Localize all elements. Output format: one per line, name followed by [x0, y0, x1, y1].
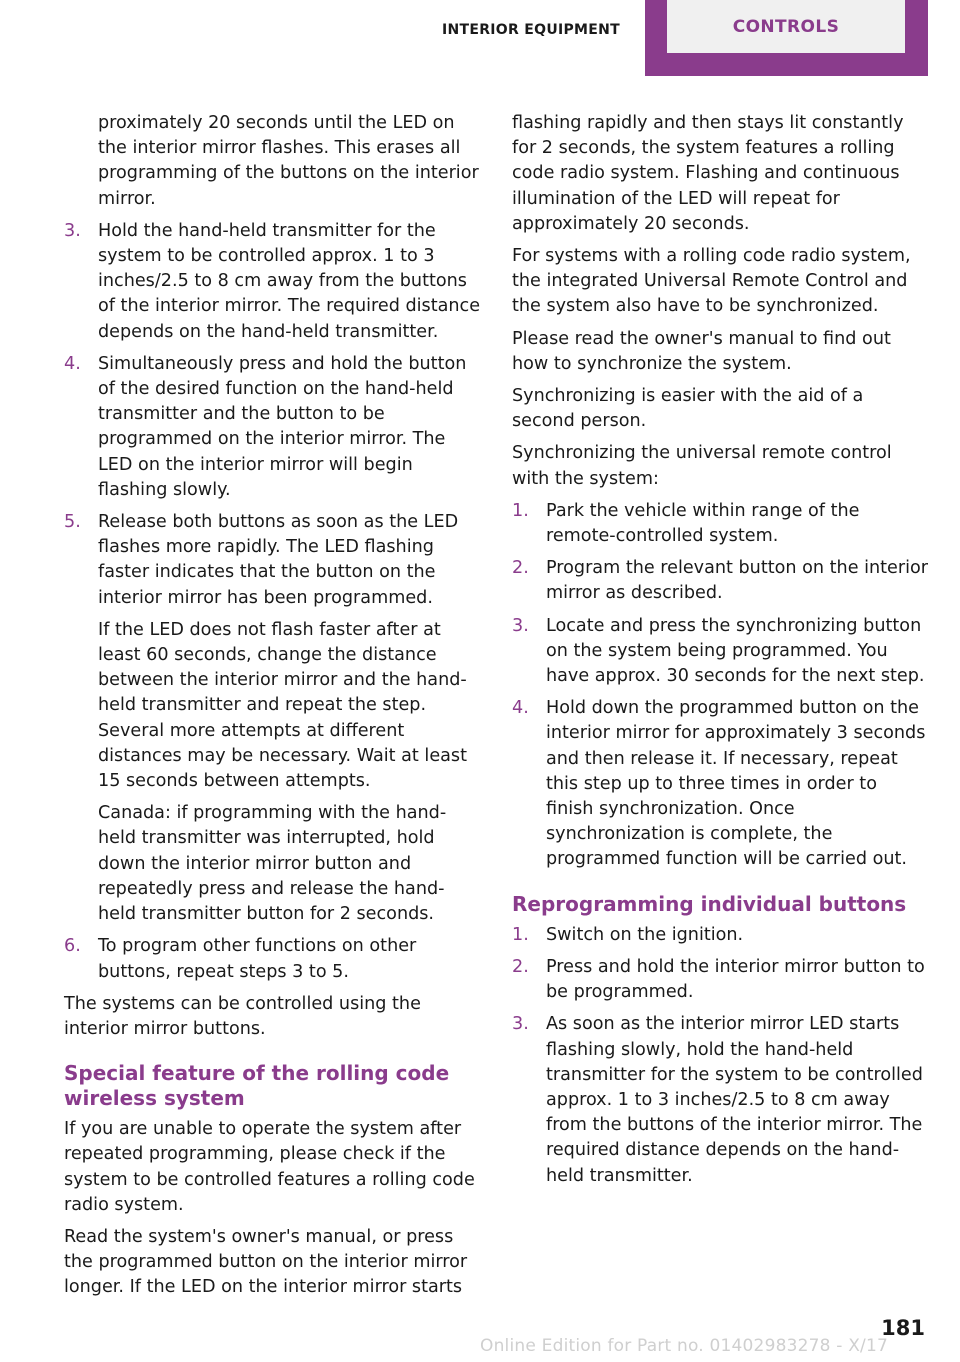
section-heading: Special feature of the rolling code wireless system: [64, 1061, 450, 1111]
step-text: As soon as the interior mirror LED starts flashing slowly, hold the hand-held transmitter for the system to be controlled approx. 1 to 3 inches/2.5 to 8 cm away from the buttons of the interior mirror. The required distance depends on the hand-held transmitter.: [546, 1014, 923, 1186]
section-heading: Reprogramming individual buttons: [512, 891, 907, 916]
step-text: Switch on the ignition.: [546, 924, 744, 945]
step-text: Release both buttons as soon as the LED flashes more rapidly. The LED flashing faster indicates that the button on the interior mirror has been programmed.: [98, 512, 459, 608]
list-item: [64, 219, 482, 345]
list-item: [64, 934, 482, 984]
step-text: To program other functions on other buttons, repeat steps 3 to 5.: [98, 936, 417, 982]
chapter-tab-label: CONTROLS: [732, 17, 840, 37]
step-text: Program the relevant button on the interior mirror as described.: [546, 558, 928, 604]
page-number: 181: [881, 1316, 925, 1340]
right-column: [512, 111, 928, 1196]
list-item: [64, 510, 482, 927]
step-text: Park the vehicle within range of the remote-controlled system.: [546, 500, 860, 547]
paragraph: If you are unable to operate the system after repeated programming, please check if the system to be controlled features a rolling code radio system.: [64, 1119, 475, 1215]
step-text: Hold the hand-held transmitter for the system to be controlled approx. 1 to 3 inches/2.5 to 8 cm away from the buttons of the interior mirror. The required distance depends on the hand-held transmitter.: [98, 220, 481, 342]
step-number: 1.: [512, 500, 529, 521]
paragraph: Read the system's owner's manual, or press the programmed button on the interior mirror longer. If the LED on the interior mirror starts: [64, 1226, 468, 1298]
chapter-tab[interactable]: [667, 0, 905, 53]
step-number: 6.: [64, 936, 81, 957]
step-text: Simultaneously press and hold the button of the desired function on the hand-held transmitter and the button to be programmed on the interior mirror. The LED on the interior mirror will begin flashing slowly.: [98, 353, 467, 500]
page-footer: [0, 1316, 960, 1362]
edition-note: Online Edition for Part no. 01402983278 - X/17: [480, 1336, 889, 1356]
step-text: Press and hold the interior mirror button to be programmed.: [546, 956, 925, 1003]
step-number: 1.: [512, 924, 529, 945]
step-number: 4.: [512, 698, 529, 719]
paragraph: The systems can be controlled using the interior mirror buttons.: [64, 993, 421, 1039]
list-item: [512, 499, 928, 549]
list-item: [512, 696, 928, 872]
paragraph: Synchronizing the universal remote control with the system:: [512, 443, 892, 489]
step-number: 3.: [64, 220, 81, 241]
list-item: [512, 1012, 928, 1188]
list-item: [64, 352, 482, 503]
paragraph: For systems with a rolling code radio system, the integrated Universal Remote Control and the system also have to be synchronized.: [512, 246, 911, 317]
list-item: [512, 955, 928, 1005]
continued-step-text: proximately 20 seconds until the LED on the interior mirror flashes. This erases all programming of the buttons on the interior mirror.: [98, 113, 479, 209]
step-number: 3.: [512, 1014, 529, 1035]
step-number: 5.: [64, 512, 81, 533]
paragraph: Please read the owner's manual to find out how to synchronize the system.: [512, 328, 891, 374]
section-title: INTERIOR EQUIPMENT: [441, 22, 621, 38]
step-text: Hold down the programmed button on the interior mirror for approximately 3 seconds and then release it. If necessary, repeat this step up to three times in order to finish synchronization. Once synchronization is complete, the programmed function will be carried out.: [546, 698, 926, 870]
step-text: Locate and press the synchronizing button on the system being programmed. You have approx. 30 seconds for the next step.: [546, 615, 925, 687]
step-number: 4.: [64, 353, 81, 374]
step-number: 3.: [512, 615, 529, 636]
step-note: Canada: if programming with the hand-held transmitter was interrupted, hold down the interior mirror button and repeatedly press and release the hand-held transmitter button for 2 seconds.: [98, 803, 447, 925]
left-column: [64, 111, 482, 1308]
list-item: [512, 923, 928, 948]
step-number: 2.: [512, 558, 529, 579]
step-note: If the LED does not flash faster after at least 60 seconds, change the distance between the interior mirror and the hand-held transmitter and repeat the step. Several more attempts at different distances may be necessary. Wait at least 15 seconds between attempts.: [98, 619, 467, 792]
paragraph: Synchronizing is easier with the aid of a second person.: [512, 386, 864, 432]
list-item: [512, 556, 928, 606]
step-number: 2.: [512, 956, 529, 977]
list-item: [512, 614, 928, 690]
paragraph: flashing rapidly and then stays lit constantly for 2 seconds, the system features a rolling code radio system. Flashing and continuous illumination of the LED will repeat for approximately 20 seconds.: [512, 113, 904, 234]
